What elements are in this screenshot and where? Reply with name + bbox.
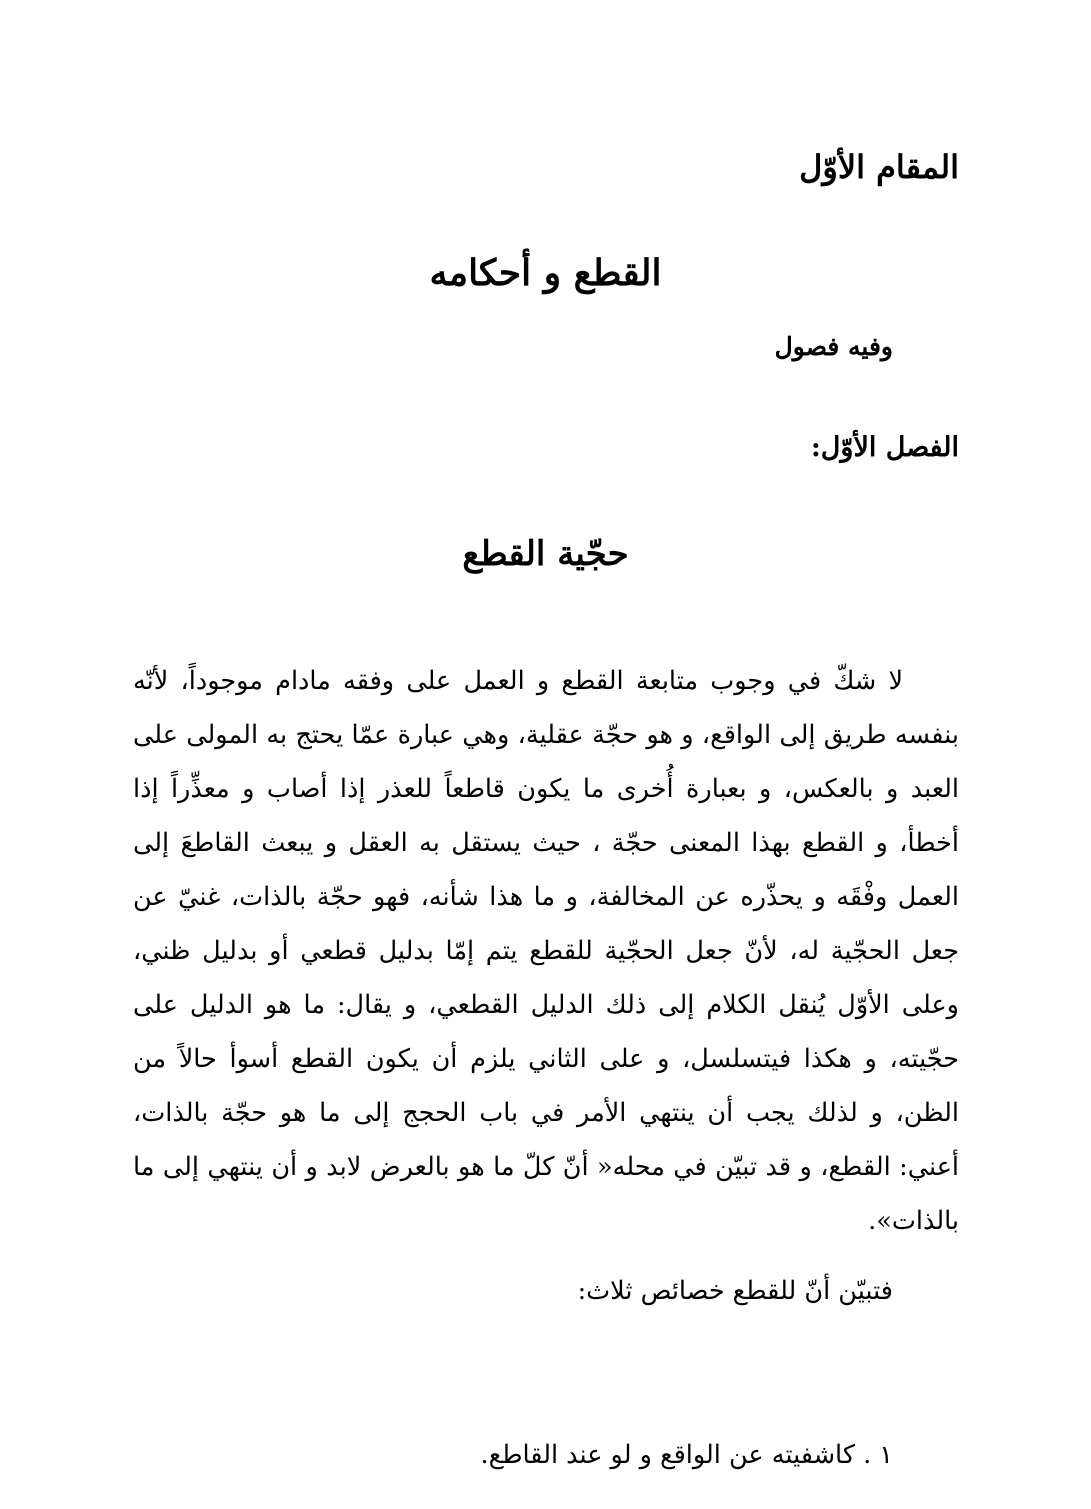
main-title: القطع و أحكامه: [429, 252, 662, 294]
maqam-heading: المقام الأوّل: [799, 148, 959, 186]
section-title: حجّية القطع: [462, 534, 629, 574]
conclusion-intro: فتبيّن أنّ للقطع خصائص ثلاث:: [577, 1276, 893, 1306]
chapter-label: الفصل الأوّل:: [810, 432, 959, 463]
list-item: ١ . كاشفيته عن الواقع و لو عند القاطع.: [480, 1440, 893, 1470]
title-intro: وفيه فصول: [774, 332, 893, 361]
body-paragraph: لا شكّ في وجوب متابعة القطع و العمل على وفقه مادام موجوداً، لأنّه بنفسه طريق إلى الواقع، و هو حجّة عقلية، وهي عبارة عمّا يحتج به المولى على العبد و بالعكس، و بعبارة أُخرى ما يكون قاطعاً للعذر إذا أصاب و معذِّراً إذا أخطأ، و القطع بهذا المعنى حجّة ، حيث يستقل به العقل و يبعث القاطعَ إلى العمل وفْقَه و يحذّره عن المخالفة، و ما هذا شأنه، فهو حجّة بالذات، غنيّ عن جعل الحجّية له، لأنّ جعل الحجّية للقطع يتم إمّا بدليل قطعي أو بدليل ظني، وعلى الأوّل يُنقل الكلام إلى ذلك الدليل القطعي، و يقال: ما هو الدليل على حجّيته، و هكذا فيتسلسل، و على الثاني يلزم أن يكون القطع أسوأ حالاً من الظن، و لذلك يجب أن ينتهي الأمر في باب الحجج إلى ما هو حجّة بالذات، أعني: القطع، و قد تبيّن في محله« أنّ كلّ ما هو بالعرض لابد و أن ينتهي إلى ما بالذات».: [133, 665, 959, 1236]
